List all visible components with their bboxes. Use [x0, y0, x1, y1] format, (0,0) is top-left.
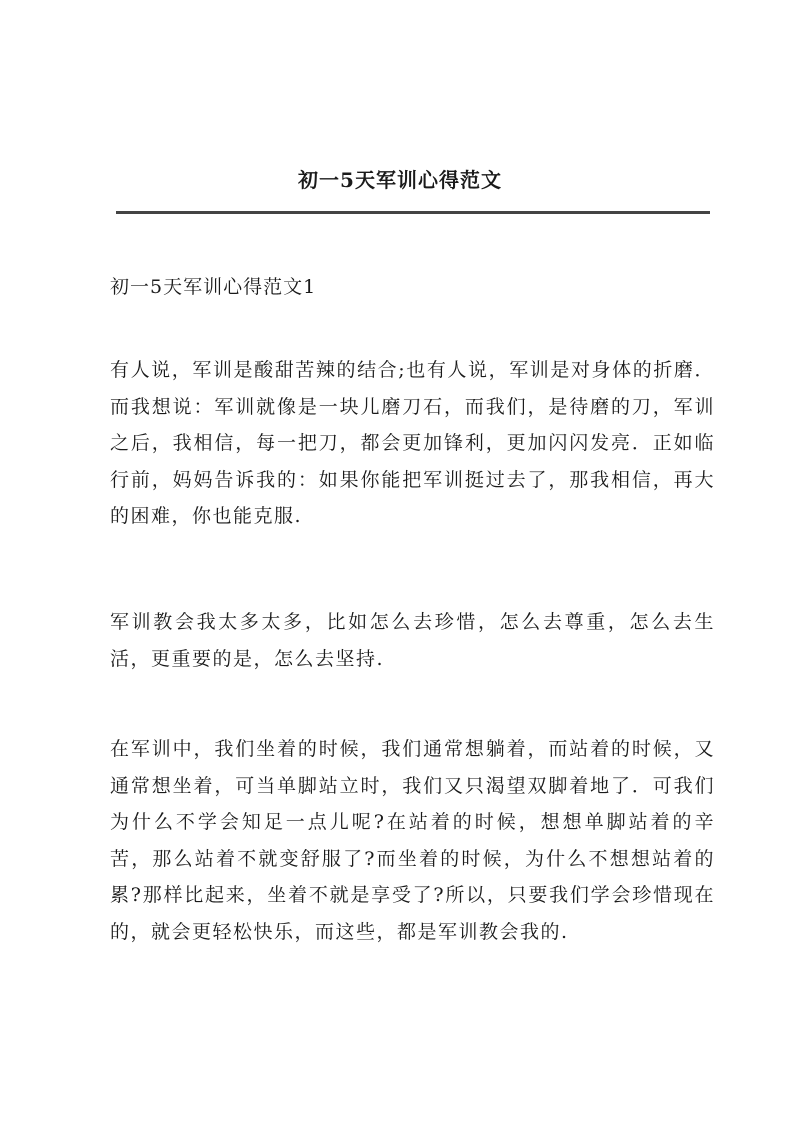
paragraph-2: 军训教会我太多太多，比如怎么去珍惜，怎么去尊重，怎么去生活，更重要的是，怎么去坚持. — [110, 611, 715, 670]
paragraph-3: 在军训中，我们坐着的时候，我们通常想躺着，而站着的时候，又通常想坐着，可当单脚站立时，我们又只渴望双脚着地了．可我们为什么不学会知足一点儿呢?在站着的时候，想想单脚站着的辛苦，那么站着不就变舒服了?而坐着的时候，为什么不想想站着的累?那样比起来，坐着不就是享受了?所以，只要我们学会珍惜现在的，就会更轻松快乐，而这些，都是军训教会我的. — [110, 738, 715, 943]
paragraph-1: 有人说，军训是酸甜苦辣的结合;也有人说，军训是对身体的折磨．而我想说：军训就像是一块儿磨刀石，而我们，是待磨的刀，军训之后，我相信，每一把刀，都会更加锋利，更加闪闪发亮．正如临行前，妈妈告诉我的：如果你能把军训挺过去了，那我相信，再大的困难，你也能克服. — [110, 359, 715, 527]
section-heading: 初一5天军训心得范文1 — [110, 276, 317, 298]
document-title: 初一5天军训心得范文 — [298, 168, 502, 192]
title-underline — [116, 211, 710, 214]
